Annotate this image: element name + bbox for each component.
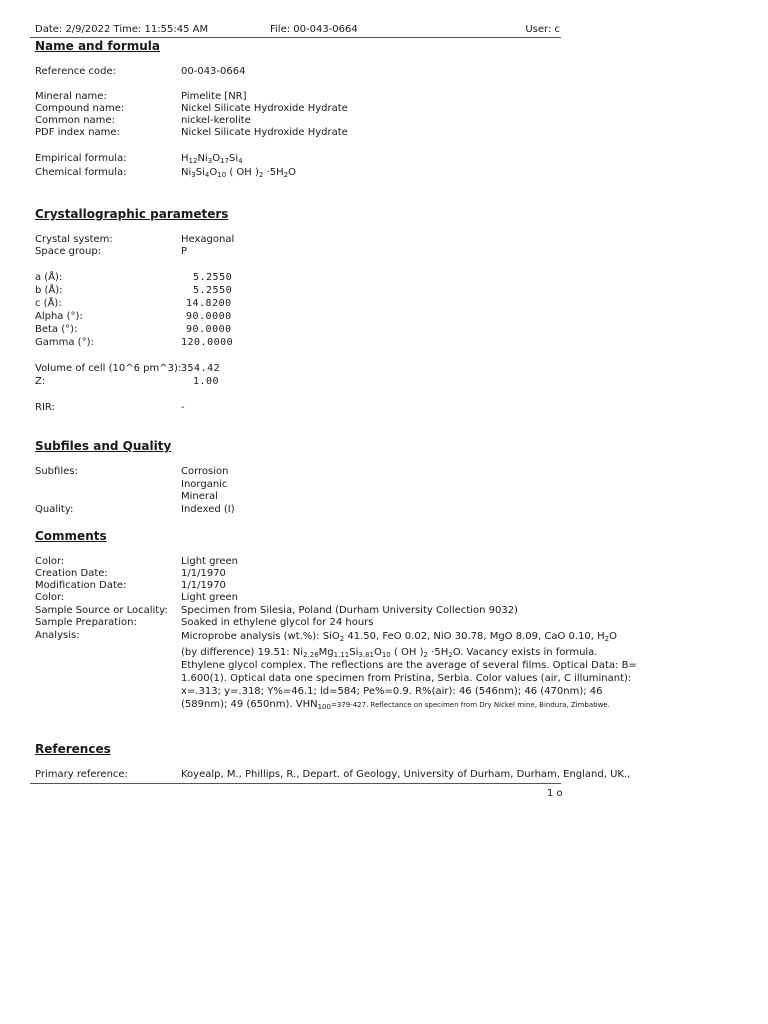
- b-value: 5.2550: [193, 285, 233, 296]
- rir-label: RIR:: [35, 402, 55, 413]
- reference-code-value: 00-043-0664: [181, 66, 246, 77]
- subfiles-label: Subfiles:: [35, 466, 78, 477]
- analysis-label: Analysis:: [35, 630, 80, 641]
- gamma-label: Gamma (°):: [35, 337, 94, 348]
- space-group-label: Space group:: [35, 246, 102, 257]
- sample-source-value: Specimen from Silesia, Poland (Durham University Collection 9032): [181, 605, 518, 616]
- beta-value: 90.0000: [186, 324, 232, 335]
- header-date: Date: 2/9/2022 Time: 11:55:45 AM: [35, 24, 209, 35]
- compound-name-label: Compound name:: [35, 103, 125, 114]
- page-header: [35, 24, 560, 36]
- crystal-system-label: Crystal system:: [35, 234, 113, 245]
- gamma-value: 120.0000: [181, 337, 234, 348]
- quality-value: Indexed (I): [181, 504, 235, 515]
- c-value: 14.8200: [186, 298, 232, 309]
- section-title-name-formula: Name and formula: [35, 39, 161, 53]
- modification-date-value: 1/1/1970: [181, 580, 226, 591]
- space-group-value: P: [181, 246, 188, 257]
- pdf-index-name-value: Nickel Silicate Hydroxide Hydrate: [181, 127, 348, 138]
- color-label: Color:: [35, 556, 65, 567]
- color-value: Light green: [181, 592, 239, 603]
- creation-date-value: 1/1/1970: [181, 568, 226, 579]
- alpha-label: Alpha (°):: [35, 311, 83, 322]
- header-divider: [30, 37, 561, 38]
- reference-code-label: Reference code:: [35, 66, 117, 77]
- header-file: File: 00-043-0664: [270, 24, 358, 35]
- modification-date-label: Modification Date:: [35, 580, 127, 591]
- compound-name-value: Nickel Silicate Hydroxide Hydrate: [181, 103, 348, 114]
- subfile-item: Inorganic: [181, 479, 228, 490]
- sample-source-label: Sample Source or Locality:: [35, 605, 168, 616]
- sample-preparation-value: Soaked in ethylene glycol for 24 hours: [181, 617, 374, 628]
- z-label: Z:: [35, 376, 46, 387]
- chemical-formula-value: $Ni_3Si_4O_{10}$ ( OH )$_2 \cdot 5H_2O$: [181, 167, 296, 179]
- analysis-text: Microprobe analysis (wt.%): SiO$_2$ 41.50, FeO 0.02, NiO 30.78, MgO 8.09, CaO 0.10, $H_2O$ (by difference) 19.51: $Ni_{2.26}Mg_{1.11}Si_{3.81}O_{10}$ ( OH )$_2 \cdot 5H_2O$. Vacancy exists in formula. Ethylene glycol complex. The reflections are the average of several films. Optical Data: B= 1.600(1). Optical data one specimen from Pristina, Serbia. Color values (air, C illuminant): x=.313; y=.318; Y%=46.1; ld=584; Pe%=0.9. R%(air): 46 (546nm); 46 (470nm); 46 (589nm); 49 (650nm). $VHN_{100}=379-427$. Reflectance on specimen from Dry Nickel mine, Bindura, Zimbabwe.: [181, 631, 637, 711]
- b-label: b (Å):: [35, 285, 63, 296]
- common-name-value: nickel-kerolite: [181, 115, 251, 126]
- empirical-formula-value: $H_{12}Ni_3O_{17}Si_4$: [181, 153, 243, 165]
- alpha-value: 90.0000: [186, 311, 232, 322]
- primary-reference-label: Primary reference:: [35, 769, 128, 780]
- section-title-comments: Comments: [35, 529, 107, 543]
- color-value: Light green: [181, 556, 239, 567]
- a-value: 5.2550: [193, 272, 233, 283]
- chemical-formula-label: Chemical formula:: [35, 167, 127, 178]
- rir-value: -: [181, 402, 185, 413]
- crystal-system-value: Hexagonal: [181, 234, 235, 245]
- color-label: Color:: [35, 592, 65, 603]
- header-user: User: c: [525, 24, 560, 35]
- section-title-crystallographic: Crystallographic parameters: [35, 207, 229, 221]
- footer-divider: [30, 783, 561, 784]
- volume-label: Volume of cell (10^6 pm^3):: [35, 363, 182, 374]
- c-label: c (Å):: [35, 298, 62, 309]
- volume-value: 354.42: [181, 363, 221, 374]
- primary-reference-value: Koyealp, M., Phillips, R., Depart. of Geology, University of Durham, Durham, England, UK.,: [181, 769, 631, 780]
- section-title-references: References: [35, 742, 111, 756]
- subfile-item: Mineral: [181, 491, 218, 502]
- page-number: 1 o: [547, 788, 563, 799]
- sample-preparation-label: Sample Preparation:: [35, 617, 137, 628]
- common-name-label: Common name:: [35, 115, 115, 126]
- subfile-item: Corrosion: [181, 466, 229, 477]
- a-label: a (Å):: [35, 272, 63, 283]
- beta-label: Beta (°):: [35, 324, 78, 335]
- z-value: 1.00: [193, 376, 220, 387]
- pdf-index-name-label: PDF index name:: [35, 127, 120, 138]
- creation-date-label: Creation Date:: [35, 568, 108, 579]
- empirical-formula-label: Empirical formula:: [35, 153, 127, 164]
- quality-label: Quality:: [35, 504, 74, 515]
- mineral-name-value: Pimelite [NR]: [181, 91, 247, 102]
- mineral-name-label: Mineral name:: [35, 91, 107, 102]
- section-title-subfiles: Subfiles and Quality: [35, 439, 172, 453]
